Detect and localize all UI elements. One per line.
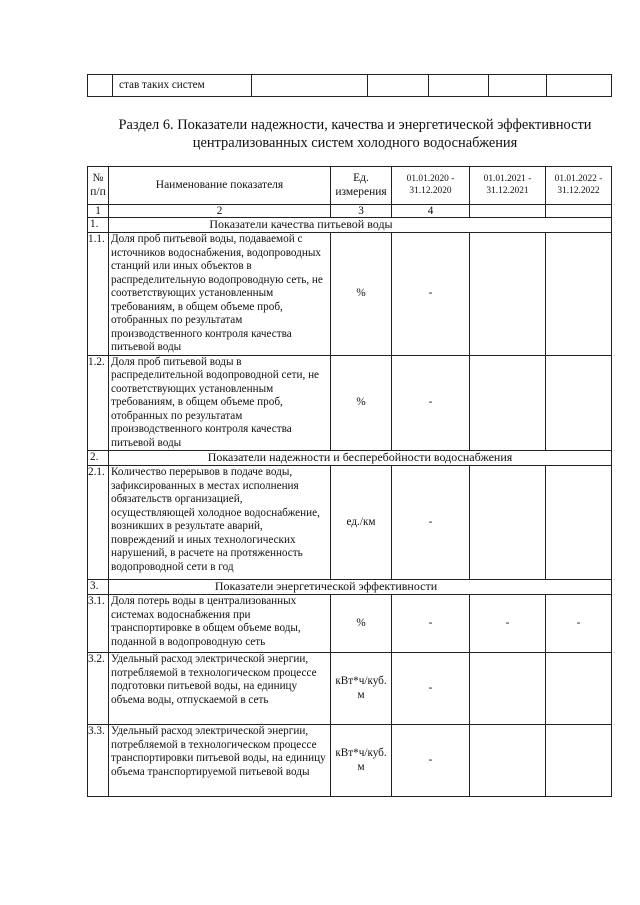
index-cell: 4 bbox=[392, 205, 470, 218]
row-num: 1.1. bbox=[88, 233, 109, 356]
header-period-2020: 01.01.2020 - 31.12.2020 bbox=[392, 167, 470, 205]
row-num: 3.3. bbox=[88, 725, 109, 797]
row-unit: ед./км bbox=[331, 466, 392, 580]
section-title-line1: Раздел 6. Показатели надежности, качества и энергетической эффективности bbox=[118, 117, 592, 133]
row-value-2021: - bbox=[470, 595, 546, 653]
indicators-table bbox=[87, 166, 612, 797]
section-row bbox=[88, 580, 612, 595]
row-value-2022 bbox=[546, 355, 612, 451]
row-unit: кВт*ч/куб. м bbox=[331, 725, 392, 797]
table-row bbox=[88, 466, 612, 580]
section-heading: Показатели надежности и бесперебойности водоснабжения bbox=[109, 451, 612, 466]
row-value-2022 bbox=[546, 233, 612, 356]
index-cell: 1 bbox=[88, 205, 109, 218]
index-cell: 2 bbox=[109, 205, 331, 218]
section-heading: Показатели энергетической эффективности bbox=[109, 580, 612, 595]
row-value-2021 bbox=[470, 355, 546, 451]
row-unit: % bbox=[331, 355, 392, 451]
section-num: 3. bbox=[88, 580, 109, 595]
row-name: Количество перерывов в подаче воды, зафиксированных в местах исполнения обязательств организацией, осуществляющей холодное водоснабжение, возникших в результате аварий, повреждений и иных технологических нарушений, в расчете на протяженность водопроводной сети в год bbox=[109, 466, 331, 580]
header-unit: Ед. измерения bbox=[331, 167, 392, 205]
section-title bbox=[90, 116, 620, 152]
section-num: 1. bbox=[88, 218, 109, 233]
row-value-2020: - bbox=[392, 355, 470, 451]
header-name: Наименование показателя bbox=[109, 167, 331, 205]
row-name: Удельный расход электрической энергии, потребляемой в технологическом процессе подготовки питьевой воды, на единицу объема воды, отпускаемой в сеть bbox=[109, 653, 331, 725]
row-unit: кВт*ч/куб. м bbox=[331, 653, 392, 725]
section-row bbox=[88, 218, 612, 233]
row-name: Доля потерь воды в централизованных системах водоснабжения при транспортировке в общем объеме воды, поданной в водопроводную сеть bbox=[109, 595, 331, 653]
continuation-text: став таких систем bbox=[113, 75, 252, 97]
table-row bbox=[88, 595, 612, 653]
header-row bbox=[88, 167, 612, 205]
header-num: № п/п bbox=[88, 167, 109, 205]
row-name: Удельный расход электрической энергии, потребляемой в технологическом процессе транспортировки питьевой воды, на единицу объема транспортируемой питьевой воды bbox=[109, 725, 331, 797]
row-value-2021 bbox=[470, 653, 546, 725]
row-value-2020: - bbox=[392, 233, 470, 356]
row-value-2020: - bbox=[392, 595, 470, 653]
row-unit: % bbox=[331, 233, 392, 356]
row-value-2022 bbox=[546, 653, 612, 725]
row-value-2022 bbox=[546, 725, 612, 797]
table-row bbox=[88, 355, 612, 451]
row-value-2021 bbox=[470, 725, 546, 797]
row-value-2020: - bbox=[392, 653, 470, 725]
row-value-2021 bbox=[470, 466, 546, 580]
row-num: 3.2. bbox=[88, 653, 109, 725]
index-row bbox=[88, 205, 612, 218]
row-name: Доля проб питьевой воды, подаваемой с источников водоснабжения, водопроводных станций или иных объектов в распределительную водопроводную сеть, не соответствующих установленным требованиям, в общем объеме проб, отобранных по результатам производственного контроля качества питьевой воды bbox=[109, 233, 331, 356]
row-value-2021 bbox=[470, 233, 546, 356]
row-num: 3.1. bbox=[88, 595, 109, 653]
continuation-table bbox=[87, 74, 612, 97]
header-period-2022: 01.01.2022 - 31.12.2022 bbox=[546, 167, 612, 205]
row-num: 2.1. bbox=[88, 466, 109, 580]
row-value-2020: - bbox=[392, 466, 470, 580]
table-row bbox=[88, 653, 612, 725]
section-heading: Показатели качества питьевой воды bbox=[109, 218, 612, 233]
row-value-2022 bbox=[546, 466, 612, 580]
row-value-2020: - bbox=[392, 725, 470, 797]
section-num: 2. bbox=[88, 451, 109, 466]
index-cell: 3 bbox=[331, 205, 392, 218]
table-row bbox=[88, 725, 612, 797]
row-unit: % bbox=[331, 595, 392, 653]
section-row bbox=[88, 451, 612, 466]
section-title-line2: централизованных систем холодного водоснабжения bbox=[192, 135, 518, 151]
row-value-2022: - bbox=[546, 595, 612, 653]
continuation-row bbox=[88, 75, 612, 97]
table-row bbox=[88, 233, 612, 356]
row-name: Доля проб питьевой воды в распределительной водопроводной сети, не соответствующих установленным требованиям, в общем объеме проб, отобранных по результатам производственного контроля качества питьевой воды bbox=[109, 355, 331, 451]
row-num: 1.2. bbox=[88, 355, 109, 451]
header-period-2021: 01.01.2021 - 31.12.2021 bbox=[470, 167, 546, 205]
